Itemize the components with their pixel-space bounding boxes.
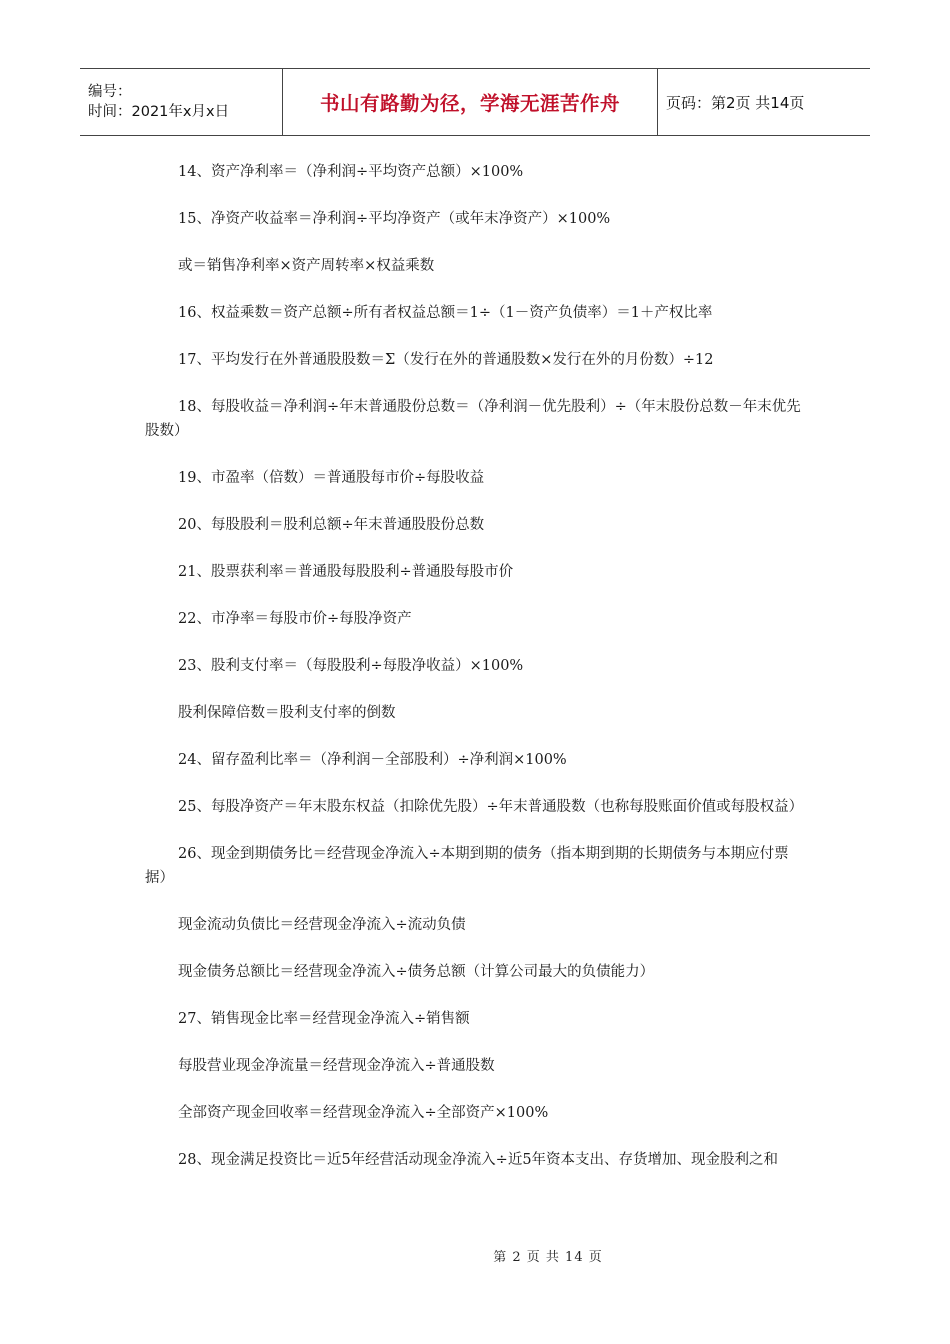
serial-number-label: 编号： <box>88 84 132 100</box>
formula-paragraph: 22、市净率＝每股市价÷每股净资产 <box>178 611 412 627</box>
formula-paragraph: 19、市盈率（倍数）＝普通股每市价÷每股收益 <box>178 470 485 486</box>
formula-paragraph: 16、权益乘数＝资产总额÷所有者权益总额＝1÷（1－资产负债率）＝1＋产权比率 <box>178 305 713 321</box>
header-motto-cell <box>282 69 658 135</box>
formula-paragraph: 25、每股净资产＝年末股东权益（扣除优先股）÷年末普通股数（也称每股账面价值或每股权益） <box>178 799 804 815</box>
formula-paragraph: 14、资产净利率＝（净利润÷平均资产总额）×100% <box>178 164 524 180</box>
formula-paragraph: 现金债务总额比＝经营现金净流入÷债务总额（计算公司最大的负债能力） <box>178 964 655 980</box>
formula-paragraph: 18、每股收益＝净利润÷年末普通股份总数＝（净利润－优先股利）÷（年末股份总数－年末优先股数） <box>145 399 801 439</box>
formula-paragraph: 27、销售现金比率＝经营现金净流入÷销售额 <box>178 1011 470 1027</box>
formula-paragraph: 现金流动负债比＝经营现金净流入÷流动负债 <box>178 917 466 933</box>
formula-paragraph: 15、净资产收益率＝净利润÷平均净资产（或年末净资产）×100% <box>178 211 611 227</box>
date-line: 时间：2021年x月x日 <box>88 104 230 120</box>
document-body <box>145 160 805 1195</box>
formula-paragraph: 26、现金到期债务比＝经营现金净流入÷本期到期的债务（指本期到期的长期债务与本期应付票据） <box>145 846 789 886</box>
formula-paragraph: 或＝销售净利率×资产周转率×权益乘数 <box>178 258 435 274</box>
formula-paragraph: 20、每股股利＝股利总额÷年末普通股股份总数 <box>178 517 485 533</box>
header-left-cell <box>80 69 282 135</box>
formula-paragraph: 28、现金满足投资比＝近5年经营活动现金净流入÷近5年资本支出、存货增加、现金股利之和 <box>178 1152 779 1168</box>
formula-paragraph: 21、股票获利率＝普通股每股股利÷普通股每股市价 <box>178 564 514 580</box>
header-page-cell <box>658 69 870 135</box>
formula-paragraph: 23、股利支付率＝（每股股利÷每股净收益）×100% <box>178 658 524 674</box>
formula-paragraph: 每股营业现金净流量＝经营现金净流入÷普通股数 <box>178 1058 495 1074</box>
document-header <box>80 68 870 136</box>
formula-paragraph: 17、平均发行在外普通股股数＝Σ（发行在外的普通股数×发行在外的月份数）÷12 <box>178 352 714 368</box>
motto-text: 书山有路勤为径，学海无涯苦作舟 <box>319 92 620 115</box>
formula-paragraph: 24、留存盈利比率＝（净利润－全部股利）÷净利润×100% <box>178 752 567 768</box>
page-info: 页码：第2页 共14页 <box>666 93 805 112</box>
page-footer <box>0 1246 950 1265</box>
formula-paragraph: 股利保障倍数＝股利支付率的倒数 <box>178 705 396 721</box>
footer-page-number: 第 2 页 共 14 页 <box>493 1250 603 1265</box>
formula-paragraph: 全部资产现金回收率＝经营现金净流入÷全部资产×100% <box>178 1105 549 1121</box>
